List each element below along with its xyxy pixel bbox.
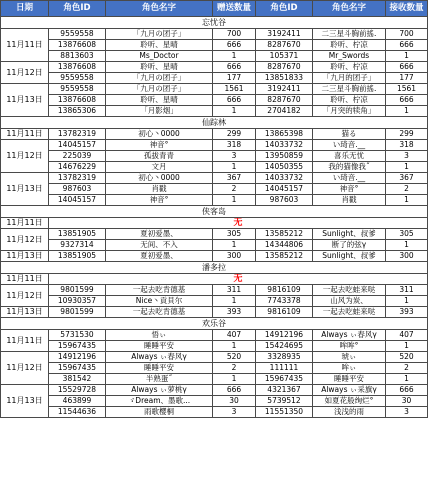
sender-id-cell: 9559558	[49, 29, 106, 40]
receive-count-cell: 666	[386, 62, 428, 73]
receiver-name-cell: 神音°	[313, 184, 386, 195]
receive-count-cell: 305	[386, 229, 428, 240]
table-row	[1, 285, 428, 296]
receiver-id-cell: 4321367	[256, 385, 313, 396]
receiver-id-cell: 105371	[256, 51, 313, 62]
receive-count-cell: 1	[386, 341, 428, 352]
date-cell: 11月13日	[1, 84, 49, 117]
receiver-name-cell: い琦音.__	[313, 140, 386, 151]
send-count-cell: 3	[213, 151, 256, 162]
table-row	[1, 307, 428, 318]
send-count-cell: 1561	[213, 84, 256, 95]
server-name: 欢乐谷	[1, 318, 428, 330]
send-count-cell: 3	[213, 407, 256, 418]
receive-count-cell: 300	[386, 251, 428, 262]
date-cell: 11月11日	[1, 218, 49, 229]
server-name: 忘忧谷	[1, 17, 428, 29]
server-row	[1, 318, 428, 330]
header-receive-count: 接收数量	[386, 1, 428, 17]
receiver-name-cell: 断了的弦γ	[313, 240, 386, 251]
header-receiver-id: 角色ID	[256, 1, 313, 17]
send-count-cell: 666	[213, 40, 256, 51]
receiver-name-cell: 我的猫像我˝	[313, 162, 386, 173]
send-count-cell: 700	[213, 29, 256, 40]
sender-name-cell: Always ぃ春风γ	[106, 352, 213, 363]
sender-name-cell: 聆听、星晴	[106, 95, 213, 106]
date-cell: 11月12日	[1, 140, 49, 173]
receive-count-cell: 407	[386, 330, 428, 341]
sender-name-cell: ゞDream、墨歌...	[106, 396, 213, 407]
table-row	[1, 162, 428, 173]
receive-count-cell: 1561	[386, 84, 428, 95]
date-cell: 11月13日	[1, 251, 49, 262]
no-record-cell: 无	[49, 218, 428, 229]
send-count-cell: 367	[213, 173, 256, 184]
sender-id-cell: 9559558	[49, 73, 106, 84]
receiver-id-cell: 8287670	[256, 62, 313, 73]
server-row	[1, 262, 428, 274]
header-receiver-name: 角色名字	[313, 1, 386, 17]
receiver-name-cell: 琥ぃ	[313, 352, 386, 363]
receive-count-cell: 30	[386, 396, 428, 407]
sender-name-cell: 「九月の团子」	[106, 84, 213, 95]
receiver-name-cell: 哞哞°	[313, 341, 386, 352]
date-cell: 11月13日	[1, 307, 49, 318]
sender-id-cell: 14045157	[49, 140, 106, 151]
receiver-name-cell: Sunlight、叔爹	[313, 251, 386, 262]
sender-id-cell: 225039	[49, 151, 106, 162]
header-send-count: 赠送数量	[213, 1, 256, 17]
sender-id-cell: 13782319	[49, 129, 106, 140]
receiver-id-cell: 13585212	[256, 229, 313, 240]
sender-name-cell: Ms_Doctor	[106, 51, 213, 62]
receiver-name-cell: 二三星斗胸前搖.	[313, 84, 386, 95]
receiver-name-cell: Mr_Swords	[313, 51, 386, 62]
receive-count-cell: 3	[386, 407, 428, 418]
table-row	[1, 73, 428, 84]
send-count-cell: 299	[213, 129, 256, 140]
date-cell: 11月12日	[1, 229, 49, 251]
sender-name-cell: Nice丶貢貝尔	[106, 296, 213, 307]
table-header	[1, 1, 428, 17]
sender-name-cell: 睡睡平安	[106, 341, 213, 352]
receiver-name-cell: 聆听、柠凉	[313, 95, 386, 106]
sender-id-cell: 9327314	[49, 240, 106, 251]
receiver-id-cell: 11551350	[256, 407, 313, 418]
sender-id-cell: 15967435	[49, 363, 106, 374]
table-row	[1, 363, 428, 374]
sender-id-cell: 13865306	[49, 106, 106, 117]
date-cell: 11月13日	[1, 173, 49, 206]
date-cell: 11月11日	[1, 274, 49, 285]
sender-name-cell: 聆听、星晴	[106, 62, 213, 73]
send-count-cell: 520	[213, 352, 256, 363]
header-sender-id: 角色ID	[49, 1, 106, 17]
table-row	[1, 29, 428, 40]
sender-id-cell: 463899	[49, 396, 106, 407]
sender-name-cell: 「九月の团子」	[106, 73, 213, 84]
receiver-name-cell: 肖戳	[313, 195, 386, 206]
receiver-id-cell: 5739512	[256, 396, 313, 407]
receiver-id-cell: 987603	[256, 195, 313, 206]
table-row	[1, 296, 428, 307]
receive-count-cell: 666	[386, 40, 428, 51]
sender-id-cell: 8813603	[49, 51, 106, 62]
table-row	[1, 330, 428, 341]
sender-name-cell: 肖戳	[106, 184, 213, 195]
server-name: 潘多拉	[1, 262, 428, 274]
server-name: 侠客岛	[1, 206, 428, 218]
receiver-name-cell: 聆听、柠凉	[313, 62, 386, 73]
send-count-cell: 1	[213, 374, 256, 385]
sender-name-cell: 神音°	[106, 140, 213, 151]
sender-id-cell: 13851905	[49, 229, 106, 240]
receiver-name-cell: 山风为炭、	[313, 296, 386, 307]
table-row	[1, 396, 428, 407]
no-record-cell: 无	[49, 274, 428, 285]
table-row	[1, 385, 428, 396]
receiver-id-cell: 3192411	[256, 84, 313, 95]
receiver-id-cell: 13585212	[256, 251, 313, 262]
receiver-id-cell: 2704182	[256, 106, 313, 117]
sender-id-cell: 14676229	[49, 162, 106, 173]
send-count-cell: 2	[213, 184, 256, 195]
receiver-id-cell: 15424695	[256, 341, 313, 352]
table-row	[1, 106, 428, 117]
sender-id-cell: 13851905	[49, 251, 106, 262]
sender-id-cell: 381542	[49, 374, 106, 385]
receiver-id-cell: 13865398	[256, 129, 313, 140]
receiver-id-cell: 9816109	[256, 307, 313, 318]
send-count-cell: 300	[213, 251, 256, 262]
send-count-cell: 1	[213, 195, 256, 206]
send-count-cell: 2	[213, 363, 256, 374]
sender-name-cell: 神音°	[106, 195, 213, 206]
receiver-name-cell: い琦音.__	[313, 173, 386, 184]
receive-count-cell: 1	[386, 106, 428, 117]
table-row	[1, 274, 428, 285]
sender-id-cell: 9801599	[49, 307, 106, 318]
receiver-id-cell: 7743378	[256, 296, 313, 307]
receive-count-cell: 666	[386, 95, 428, 106]
server-row	[1, 206, 428, 218]
server-name: 仙踪林	[1, 117, 428, 129]
server-row	[1, 117, 428, 129]
date-cell: 11月12日	[1, 62, 49, 84]
receiver-name-cell: 「月突的犊角」	[313, 106, 386, 117]
sender-name-cell: 一起去吃肯德基	[106, 307, 213, 318]
receiver-id-cell: 3328935	[256, 352, 313, 363]
table-row	[1, 229, 428, 240]
receive-count-cell: 1	[386, 296, 428, 307]
date-cell: 11月11日	[1, 29, 49, 62]
send-count-cell: 1	[213, 240, 256, 251]
sender-id-cell: 14045157	[49, 195, 106, 206]
sender-name-cell: 雨歌樱桐	[106, 407, 213, 418]
table-row	[1, 184, 428, 195]
sender-name-cell: 聆听、星晴	[106, 40, 213, 51]
sender-id-cell: 13876608	[49, 95, 106, 106]
receiver-name-cell: Sunlight、叔爹	[313, 229, 386, 240]
table-row	[1, 218, 428, 229]
receive-count-cell: 1	[386, 51, 428, 62]
send-count-cell: 1	[213, 51, 256, 62]
date-cell: 11月11日	[1, 129, 49, 140]
sender-id-cell: 13782319	[49, 173, 106, 184]
table-row	[1, 129, 428, 140]
receiver-name-cell: 睡睡平安	[313, 374, 386, 385]
receive-count-cell: 318	[386, 140, 428, 151]
receive-count-cell: 520	[386, 352, 428, 363]
receive-count-cell: 393	[386, 307, 428, 318]
receiver-name-cell: 「九月的团子」	[313, 73, 386, 84]
server-row	[1, 17, 428, 29]
date-cell: 11月12日	[1, 285, 49, 307]
receiver-name-cell: Always ぃ春风γ	[313, 330, 386, 341]
sender-name-cell: 夏初爱墨、	[106, 251, 213, 262]
table-row	[1, 84, 428, 95]
sender-id-cell: 15967435	[49, 341, 106, 352]
table-row	[1, 151, 428, 162]
table-row	[1, 251, 428, 262]
receiver-id-cell: 9816109	[256, 285, 313, 296]
sender-name-cell: 夏初爱墨、	[106, 229, 213, 240]
date-cell: 11月11日	[1, 330, 49, 352]
table-row	[1, 40, 428, 51]
table-row	[1, 374, 428, 385]
send-count-cell: 666	[213, 62, 256, 73]
receiver-id-cell: 14912196	[256, 330, 313, 341]
receive-count-cell: 177	[386, 73, 428, 84]
table-row	[1, 341, 428, 352]
receive-count-cell: 1	[386, 195, 428, 206]
receive-count-cell: 666	[386, 385, 428, 396]
send-count-cell: 318	[213, 140, 256, 151]
sender-name-cell: 「月影烟」	[106, 106, 213, 117]
receiver-id-cell: 14033732	[256, 140, 313, 151]
date-cell: 11月12日	[1, 352, 49, 385]
receive-count-cell: 299	[386, 129, 428, 140]
receive-count-cell: 1	[386, 162, 428, 173]
receiver-id-cell: 14050355	[256, 162, 313, 173]
send-count-cell: 305	[213, 229, 256, 240]
receiver-id-cell: 8287670	[256, 95, 313, 106]
send-count-cell: 1	[213, 341, 256, 352]
receiver-name-cell: 哞ぃ	[313, 363, 386, 374]
receiver-id-cell: 111111	[256, 363, 313, 374]
sender-name-cell: 无间、不入	[106, 240, 213, 251]
sender-id-cell: 13876608	[49, 62, 106, 73]
table-row	[1, 173, 428, 184]
sender-name-cell: Always ぃ萝桃γ	[106, 385, 213, 396]
receiver-name-cell: Always ぃ采旗γ	[313, 385, 386, 396]
header-sender-name: 角色名字	[106, 1, 213, 17]
receiver-name-cell: 浅浅的雨	[313, 407, 386, 418]
receiver-name-cell: 一起去吃蛙来哒	[313, 307, 386, 318]
receive-count-cell: 3	[386, 151, 428, 162]
sender-id-cell: 13876608	[49, 40, 106, 51]
send-count-cell: 311	[213, 285, 256, 296]
send-count-cell: 1	[213, 162, 256, 173]
sender-id-cell: 11544636	[49, 407, 106, 418]
receiver-name-cell: 喜乐无忧	[313, 151, 386, 162]
sender-name-cell: 孤拔青青	[106, 151, 213, 162]
sender-name-cell: 睡睡平安	[106, 363, 213, 374]
sender-name-cell: 初心丶0000	[106, 129, 213, 140]
sender-id-cell: 5731530	[49, 330, 106, 341]
sender-name-cell: 文月	[106, 162, 213, 173]
table-row	[1, 407, 428, 418]
receiver-id-cell: 14033732	[256, 173, 313, 184]
receiver-id-cell: 15967435	[256, 374, 313, 385]
receiver-name-cell: 聆听、柠凉	[313, 40, 386, 51]
receive-count-cell: 367	[386, 173, 428, 184]
send-count-cell: 30	[213, 396, 256, 407]
table-row	[1, 51, 428, 62]
receiver-id-cell: 3192411	[256, 29, 313, 40]
sender-id-cell: 9559558	[49, 84, 106, 95]
receive-count-cell: 2	[386, 363, 428, 374]
sender-id-cell: 15529728	[49, 385, 106, 396]
send-count-cell: 393	[213, 307, 256, 318]
receiver-id-cell: 14344806	[256, 240, 313, 251]
table-row	[1, 62, 428, 73]
receive-count-cell: 700	[386, 29, 428, 40]
sender-name-cell: 一起去吃肯德基	[106, 285, 213, 296]
receiver-name-cell: 猫る	[313, 129, 386, 140]
receiver-name-cell: 一起去吃蛙来哒	[313, 285, 386, 296]
send-count-cell: 407	[213, 330, 256, 341]
table-row	[1, 140, 428, 151]
header-date: 日期	[1, 1, 49, 17]
table-body	[1, 17, 428, 418]
receive-count-cell: 2	[386, 184, 428, 195]
receiver-name-cell: 二三星斗胸前搖.	[313, 29, 386, 40]
send-count-cell: 177	[213, 73, 256, 84]
sender-id-cell: 10930357	[49, 296, 106, 307]
send-count-cell: 666	[213, 385, 256, 396]
receiver-id-cell: 14045157	[256, 184, 313, 195]
receive-count-cell: 311	[386, 285, 428, 296]
receive-count-cell: 1	[386, 374, 428, 385]
sender-name-cell: 悟ぃ	[106, 330, 213, 341]
send-count-cell: 666	[213, 95, 256, 106]
receiver-id-cell: 8287670	[256, 40, 313, 51]
table-row	[1, 195, 428, 206]
table-row	[1, 240, 428, 251]
receiver-id-cell: 13950859	[256, 151, 313, 162]
sender-id-cell: 987603	[49, 184, 106, 195]
send-count-cell: 1	[213, 296, 256, 307]
send-count-cell: 1	[213, 106, 256, 117]
table-row	[1, 95, 428, 106]
sender-id-cell: 9801599	[49, 285, 106, 296]
sender-id-cell: 14912196	[49, 352, 106, 363]
date-cell: 11月13日	[1, 385, 49, 418]
table-row	[1, 352, 428, 363]
sender-name-cell: 初心丶0000	[106, 173, 213, 184]
receiver-id-cell: 13851833	[256, 73, 313, 84]
receiver-name-cell: 如夏花般绚烂°	[313, 396, 386, 407]
sender-name-cell: 半熟蛋˝	[106, 374, 213, 385]
sender-name-cell: 「九月の团子」	[106, 29, 213, 40]
receive-count-cell: 1	[386, 240, 428, 251]
